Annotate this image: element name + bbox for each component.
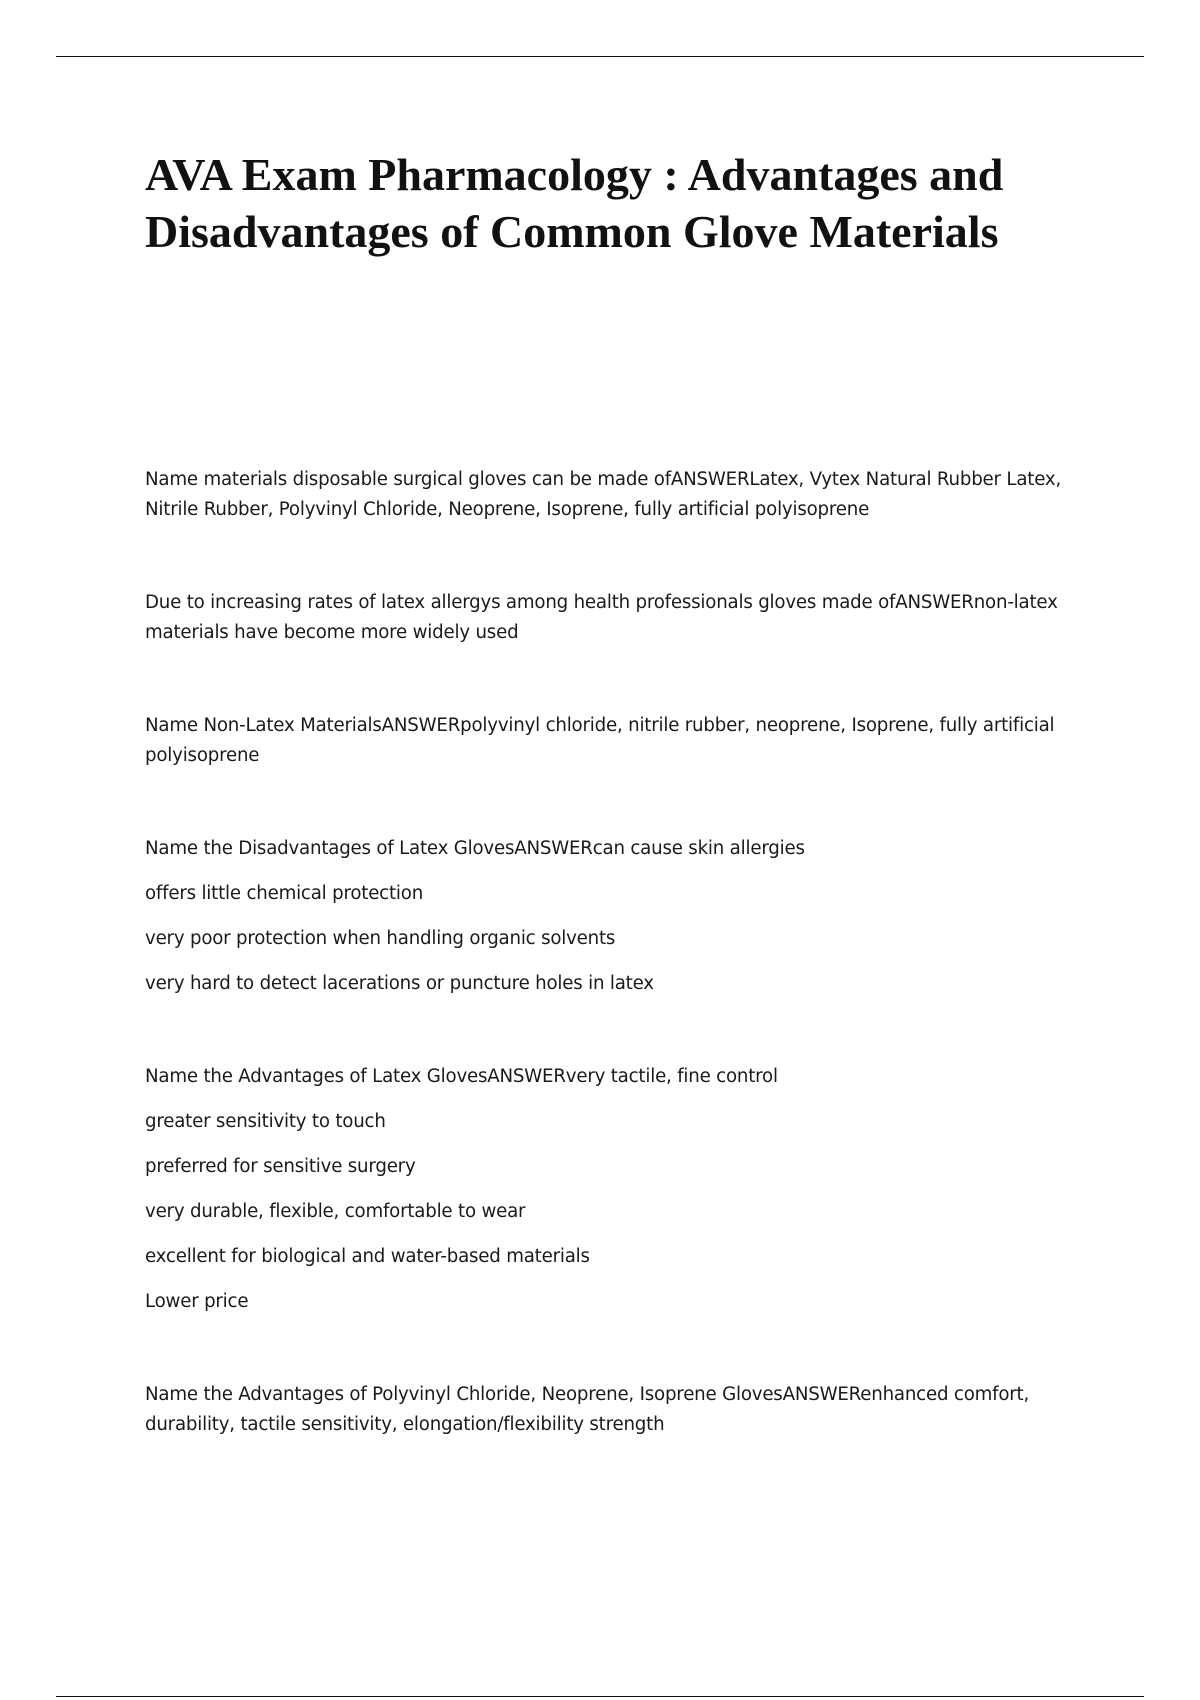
qa-text: Name Non-Latex MaterialsANSWERpolyvinyl chloride, nitrile rubber, neoprene, Isoprene, fully artificial polyisoprene: [145, 715, 1055, 766]
qa-text: Name the Disadvantages of Latex GlovesANSWERcan cause skin allergies: [145, 838, 805, 859]
qa-extra-line: offers little chemical protection: [145, 883, 424, 904]
qa-item: [145, 465, 1080, 525]
qa-extra-line: excellent for biological and water-based materials: [145, 1246, 590, 1267]
qa-list: [145, 465, 1080, 1503]
qa-item: [145, 834, 1080, 999]
top-rule: [56, 56, 1144, 57]
qa-item: [145, 1380, 1080, 1440]
qa-item: [145, 711, 1080, 771]
qa-text: Name the Advantages of Latex GlovesANSWERvery tactile, fine control: [145, 1066, 778, 1087]
qa-extra-line: very poor protection when handling organic solvents: [145, 928, 616, 949]
bottom-rule: [56, 1696, 1144, 1697]
qa-text: Name the Advantages of Polyvinyl Chloride, Neoprene, Isoprene GlovesANSWERenhanced comfort, durability, tactile sensitivity, elongation/flexibility strength: [145, 1384, 1030, 1435]
qa-item: [145, 588, 1080, 648]
qa-extra-line: Lower price: [145, 1291, 249, 1312]
qa-item: [145, 1062, 1080, 1317]
qa-text: Due to increasing rates of latex allergys among health professionals gloves made ofANSWERnon-latex materials have become more widely used: [145, 592, 1058, 643]
qa-extra-line: very durable, flexible, comfortable to wear: [145, 1201, 526, 1222]
qa-extra-line: greater sensitivity to touch: [145, 1111, 386, 1132]
qa-text: Name materials disposable surgical gloves can be made ofANSWERLatex, Vytex Natural Rubber Latex, Nitrile Rubber, Polyvinyl Chloride, Neoprene, Isoprene, fully artificial polyisoprene: [145, 469, 1062, 520]
qa-extra-line: very hard to detect lacerations or puncture holes in latex: [145, 973, 654, 994]
page-title: AVA Exam Pharmacology : Advantages and Disadvantages of Common Glove Materials: [145, 149, 1004, 257]
qa-extra-line: preferred for sensitive surgery: [145, 1156, 416, 1177]
